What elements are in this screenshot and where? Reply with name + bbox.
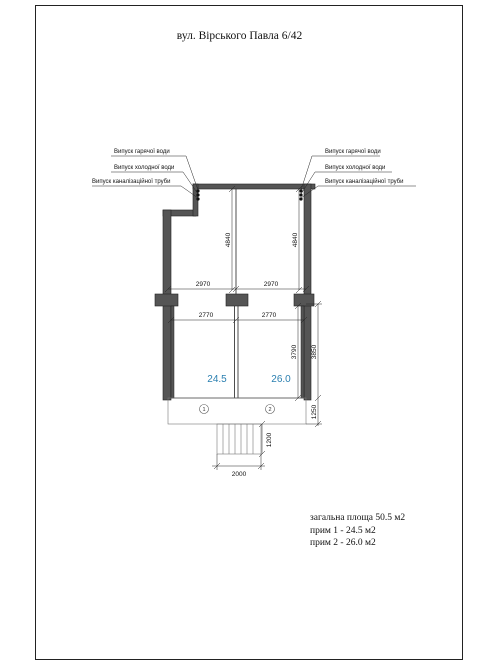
- summary-total: загальна площа 50.5 м2: [310, 513, 406, 523]
- room-markers: [200, 405, 275, 414]
- room-area-1: 24.5: [207, 374, 227, 385]
- dimension-lines: [165, 186, 322, 470]
- dim-stair-width: 2000: [231, 471, 247, 478]
- porch-slab: [168, 398, 306, 424]
- room-number-2: 2: [268, 407, 272, 413]
- dim-span-upper-left: 2970: [195, 281, 211, 288]
- top-wall: [193, 184, 315, 189]
- callout-left-cold-water: Випуск холодної води: [114, 165, 175, 171]
- callout-right-cold-water: Випуск холодної води: [325, 165, 386, 171]
- dim-upper-height-right: 4840: [292, 232, 299, 248]
- dim-upper-height-left: 4840: [225, 232, 232, 248]
- dim-span-upper-right: 2970: [263, 281, 279, 288]
- room-number-1: 1: [202, 407, 206, 413]
- callout-left-hot-water: Випуск гарячої води: [114, 149, 170, 155]
- summary-room-1: прим 1 - 24.5 м2: [310, 525, 376, 536]
- room-area-2: 26.0: [271, 374, 291, 385]
- summary-room-2: прим 2 - 26.0 м2: [310, 538, 376, 548]
- dim-span-lower-right: 2770: [261, 312, 277, 319]
- callout-right-sewer: Випуск каналізаційної труби: [325, 179, 404, 185]
- dim-lower-height: 3790: [291, 344, 298, 360]
- pier-left: [155, 294, 178, 306]
- walls: [155, 184, 315, 400]
- callout-left-sewer: Випуск каналізаційної труби: [92, 179, 171, 185]
- partitions: [171, 189, 304, 398]
- stairs: [217, 424, 261, 454]
- utility-outlets: [196, 189, 302, 200]
- callout-right-hot-water: Випуск гарячої води: [325, 149, 381, 155]
- area-summary: [310, 512, 405, 550]
- address-title: вул. Вірського Павла 6/42: [176, 30, 303, 42]
- dim-outer-height: 3850: [311, 344, 318, 360]
- porch: [168, 398, 306, 454]
- dim-span-lower-left: 2770: [198, 312, 214, 319]
- callout-leaders: [92, 156, 416, 198]
- dim-porch-height: 1250: [311, 404, 318, 420]
- pier-middle: [226, 294, 248, 306]
- dim-stair-length: 1200: [266, 432, 273, 448]
- right-wall: [304, 184, 311, 400]
